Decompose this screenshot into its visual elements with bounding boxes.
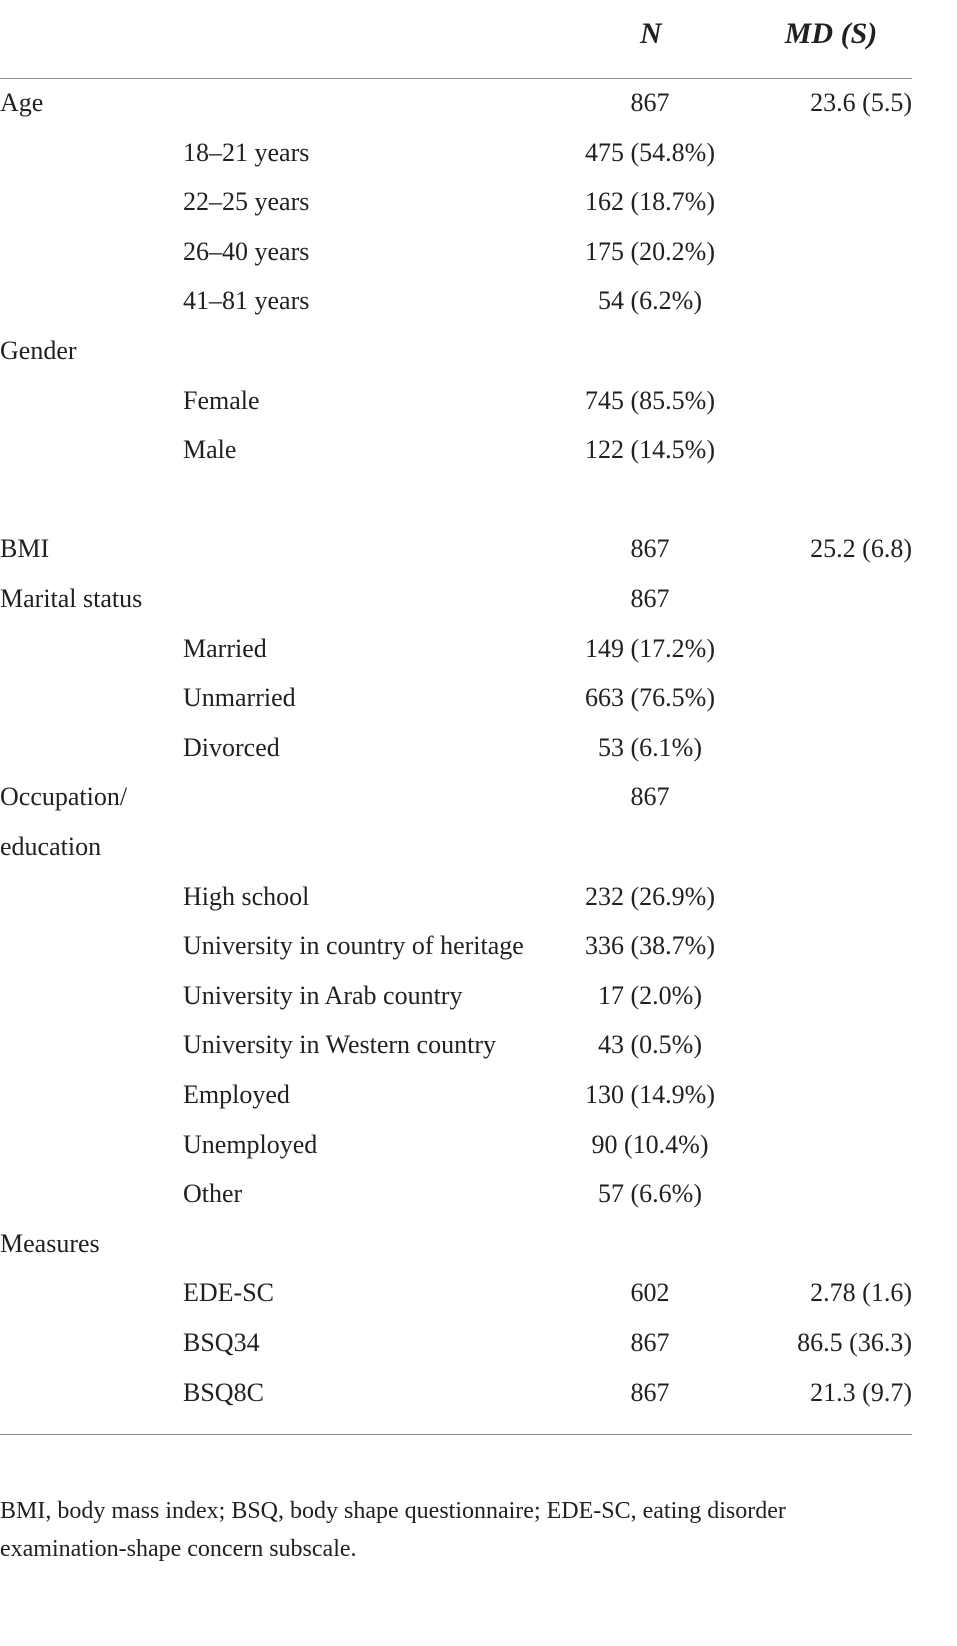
row-md-value: 25.2 (6.8) [810, 534, 912, 564]
header-md: MD (S) [784, 17, 878, 50]
row-n-value: 867 [630, 782, 670, 812]
row-sublabel: BSQ34 [183, 1328, 260, 1357]
table-row [0, 673, 912, 723]
row-md-value: 86.5 (36.3) [797, 1328, 912, 1357]
row-label: BMI [0, 534, 50, 564]
table-footnote: BMI, body mass index; BSQ, body shape questionnaire; EDE-SC, eating disorder examination-shape concern subscale. [0, 1498, 786, 1562]
table-row [0, 822, 912, 872]
row-label: Age [0, 88, 44, 117]
row-n-value: 867 [630, 534, 670, 564]
row-n-value: 122 (14.5%) [585, 435, 715, 465]
row-sublabel: University in Arab country [183, 980, 463, 1010]
row-sublabel: University in Western country [183, 1030, 496, 1060]
table-row [0, 524, 912, 574]
row-sublabel: 18–21 years [183, 137, 310, 167]
table-row [0, 425, 912, 475]
row-n-value: 53 (6.1%) [598, 732, 702, 762]
table-row [0, 1120, 912, 1170]
row-n-value: 149 (17.2%) [585, 633, 715, 663]
table-row [0, 574, 912, 624]
row-n-value: 54 (6.2%) [598, 286, 702, 316]
row-label: Marital status [0, 584, 143, 613]
row-sublabel: Male [183, 435, 237, 465]
row-n-value: 162 (18.7%) [585, 187, 715, 217]
row-sublabel: Employed [183, 1080, 290, 1109]
table-row [0, 921, 912, 971]
row-sublabel: 22–25 years [183, 187, 310, 217]
table-row [0, 1368, 912, 1418]
row-sublabel: 26–40 years [183, 236, 310, 266]
row-n-value: 867 [630, 88, 670, 117]
table-row [0, 971, 912, 1021]
row-sublabel: University in country of heritage [183, 931, 524, 961]
bottom-rule [0, 1434, 912, 1435]
row-n-value: 43 (0.5%) [598, 1030, 702, 1060]
row-md-value: 2.78 (1.6) [810, 1278, 912, 1308]
table-row [0, 723, 912, 773]
row-n-value: 336 (38.7%) [585, 931, 715, 961]
row-n-value: 175 (20.2%) [585, 236, 715, 266]
row-md-value: 23.6 (5.5) [810, 88, 912, 117]
row-sublabel: Divorced [183, 732, 280, 762]
table-header [0, 0, 912, 80]
table-row [0, 276, 912, 326]
row-sublabel: Other [183, 1179, 243, 1209]
table-row [0, 1318, 912, 1368]
row-label: education [0, 832, 102, 861]
row-sublabel: High school [183, 881, 310, 911]
row-sublabel: Unmarried [183, 683, 296, 713]
row-n-value: 867 [630, 584, 670, 613]
table-row [0, 1268, 912, 1318]
row-n-value: 745 (85.5%) [585, 385, 715, 415]
row-sublabel: Unemployed [183, 1129, 318, 1159]
row-n-value: 602 [630, 1278, 670, 1308]
row-n-value: 17 (2.0%) [598, 980, 702, 1010]
row-sublabel: Female [183, 385, 260, 415]
row-sublabel: EDE-SC [183, 1278, 274, 1308]
table-row [0, 128, 912, 178]
header-n: N [640, 17, 662, 50]
row-n-value: 867 [630, 1328, 670, 1357]
table-row [0, 78, 912, 128]
row-n-value: 232 (26.9%) [585, 881, 715, 911]
table-row [0, 624, 912, 674]
row-label: Gender [0, 336, 77, 365]
row-md-value: 21.3 (9.7) [810, 1377, 912, 1407]
table-row [0, 1169, 912, 1219]
table-row [0, 475, 912, 525]
table-row [0, 227, 912, 277]
row-label: Occupation/ [0, 782, 128, 812]
row-n-value: 867 [630, 1377, 670, 1407]
table-row [0, 1219, 912, 1269]
row-n-value: 663 (76.5%) [585, 683, 715, 713]
row-sublabel: BSQ8C [183, 1377, 264, 1407]
table-row [0, 872, 912, 922]
table-row [0, 1020, 912, 1070]
table-row [0, 326, 912, 376]
table-row [0, 1070, 912, 1120]
table-row [0, 772, 912, 822]
row-sublabel: 41–81 years [183, 286, 310, 316]
table-row [0, 376, 912, 426]
table-row [0, 177, 912, 227]
row-n-value: 90 (10.4%) [591, 1129, 709, 1159]
row-n-value: 57 (6.6%) [598, 1179, 702, 1209]
row-n-value: 475 (54.8%) [585, 137, 715, 167]
row-label: Measures [0, 1228, 100, 1258]
row-n-value: 130 (14.9%) [585, 1080, 715, 1109]
row-sublabel: Married [183, 633, 267, 663]
